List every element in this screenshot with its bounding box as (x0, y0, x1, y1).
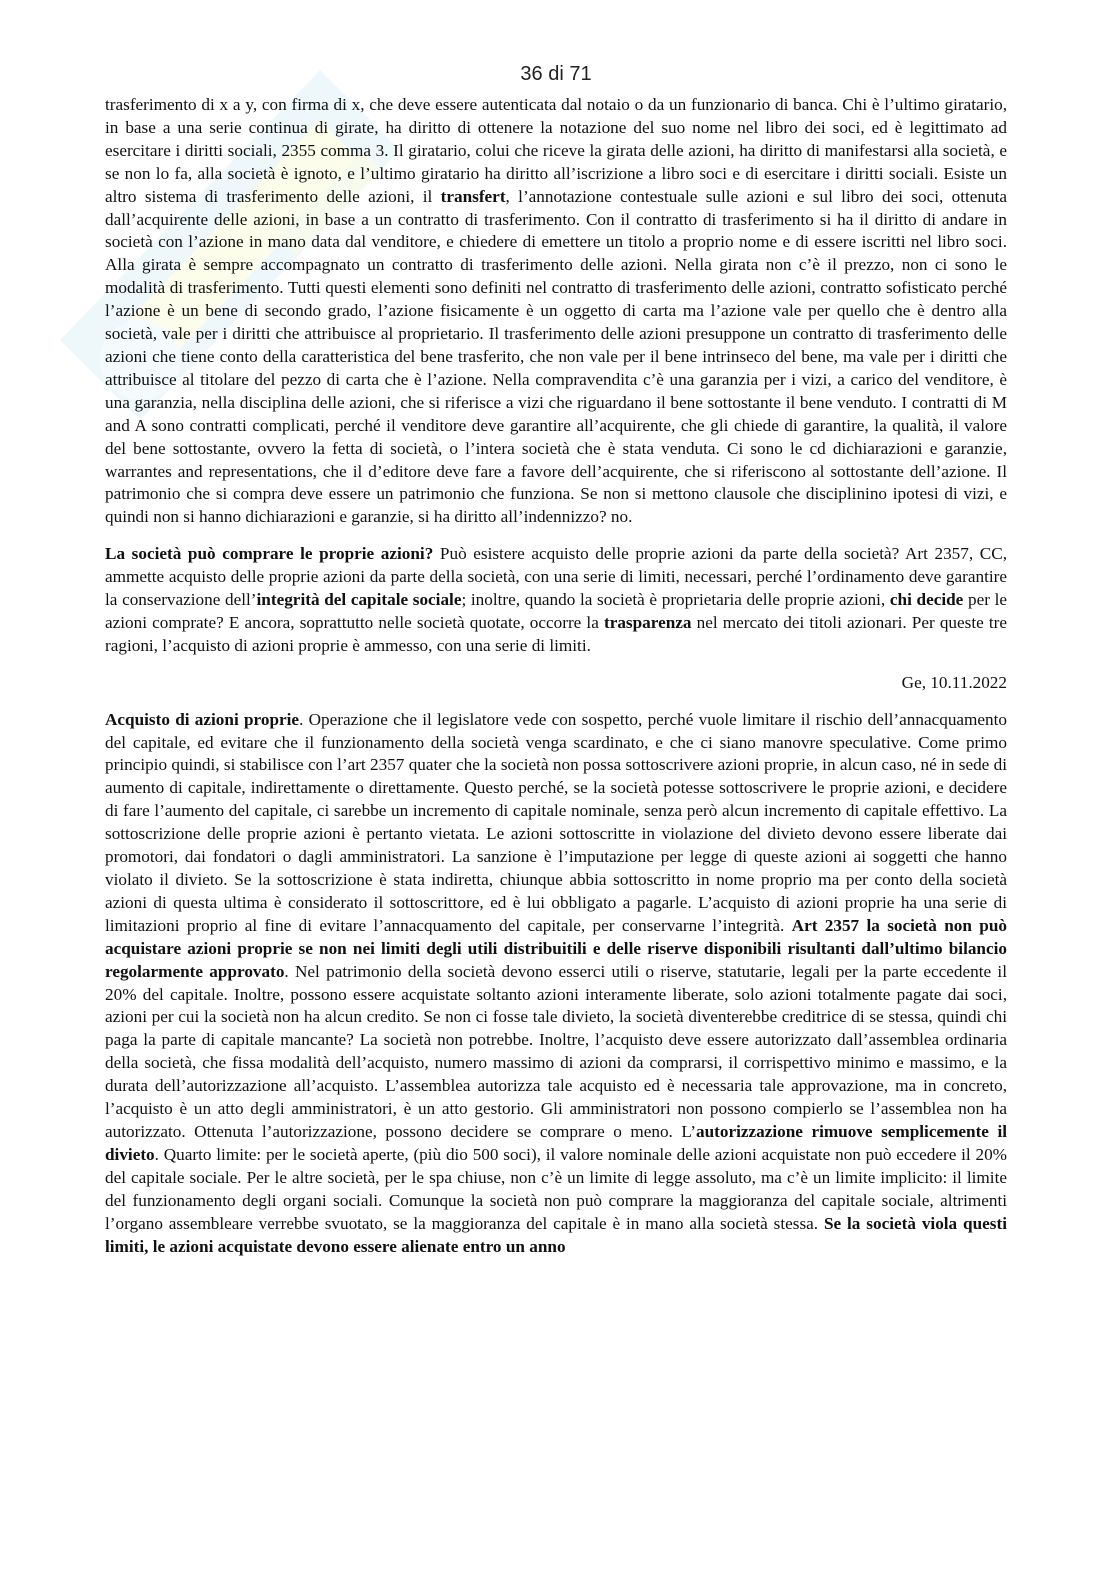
bold-violation-limits: Se la società viola questi limiti, le azioni acquistate devono essere alienate entro un anno (105, 1213, 1007, 1256)
paragraph-text: , l’annotazione contestuale sulle azioni e sul libro dei soci, ottenuta dall’acquirente delle azioni, in base a un contratto di trasferimento. Con il contratto di trasferimento si ha il diritto di andare in società con l’azione in mano data dal venditore, e chiedere di emettere un titolo a proprio nome e di essere iscritti nel libro soci. Alla girata è sempre accompagnato un contratto di trasferimento delle azioni. Nella girata non c’è il prezzo, non ci sono le modalità di trasferimento. Tutti questi elementi sono definiti nel contratto di trasferimento delle azioni, contratto sofisticato perché l’azione è un bene di secondo grado, l’azione fisicamente è un oggetto di carta ma l’azione vale per quello che è dentro alla società, vale per i diritti che attribuisce al proprietario. Il trasferimento delle azioni presuppone un contratto di trasferimento delle azioni che tiene conto della caratteristica del bene trasferito, che non vale per il bene intrinseco del bene, ma vale per i diritti che attribuisce al titolare del pezzo di carta che è l’azione. Nella compravendita c’è una garanzia per i vizi, a carico del venditore, è una garanzia, nella disciplina delle azioni, che si riferisce a vizi che riguardano il bene sottostante il bene venduto. I contratti di M and A sono contratti complicati, perché il venditore deve garantire all’acquirente, che gli chiede di garantire, la qualità, il valore del bene sottostante, ovvero la fetta di società, o l’intera società che è stata venduta. Ci sono le cd dichiarazioni e garanzie, warrantes and representations, che il d’editore deve fare a favore dell’acquirente, che si riferiscono al sottostante dell’azione. Il patrimonio che si compra deve essere un patrimonio che funziona. Se non si mettono clausole che disciplinino ipotesi di vizi, e quindi non si hanno dichiarazioni e garanzie, si ha diritto all’indennizzo? no. (105, 186, 1007, 527)
lecture-date: Ge, 10.11.2022 (901, 672, 1007, 692)
paragraph-own-shares-question (105, 543, 1007, 658)
paragraph-text: . Operazione che il legislatore vede con sospetto, perché vuole limitare il rischio dell’annacquamento del capitale, ed evitare che il funzionamento della società venga scardinato, e che ci siano manovre speculative. Come primo principio quindi, si stabilisce con l’art 2357 quater che la società non possa sottoscrivere azioni proprie, in alcun caso, né in sede di aumento di capitale, indirettamente o direttamente. Questo perché, se la società potesse sottoscrivere le proprie azioni, e decidere di fare l’aumento del capitale, ci sarebbe un incremento di capitale nominale, senza però alcun incremento di capitale effettivo. La sottoscrizione delle proprie azioni è pertanto vietata. Le azioni sottoscritte in violazione del divieto devono essere liberate dai promotori, dai fondatori o dagli amministratori. La sanzione è l’imputazione per legge di queste azioni ai soggetti che hanno violato il divieto. Se la sottoscrizione è stata indiretta, chiunque abbia sottoscritto in nome proprio ma per conto della società azioni di questa ultima è considerato il sottoscrittore, ed è lui obbligato a pagarle. L’acquisto di azioni proprie ha una serie di limitazioni proprio al fine di evitare l’annacquamento del capitale, per conservarne l’integrità. (105, 709, 1007, 935)
bold-term-who-decides: chi decide (889, 590, 964, 610)
page-number: 36 di 71 (520, 63, 592, 85)
paragraph-text: nel mercato dei titoli azionari. Per queste tre ragioni, l’acquisto di azioni proprie è ammesso, con una serie di limiti. (105, 612, 1008, 655)
document-page (105, 62, 1007, 1258)
bold-term-transparency: trasparenza (603, 612, 692, 632)
paragraph-text: trasferimento di x a y, con firma di x, che deve essere autenticata dal notaio o da un funzionario di banca. Chi è l’ultimo giratario, in base a una serie continua di girate, ha diritto di ottenere la notazione del suo nome nel libro dei soci, ed è legittimato ad esercitare i diritti sociali, 2355 comma 3. Il giratario, colui che riceve la girata delle azioni, ha diritto di manifestarsi alla società, e se non lo fa, alla società è ignoto, e l’ultimo giratario ha diritto all’iscrizione a libro soci e di esercitare i diritti sociali. Esiste un altro sistema di trasferimento delle azioni, il (105, 95, 1007, 206)
paragraph-text: . Nel patrimonio della società devono esserci utili o riserve, statutarie, legali per la parte eccedente il 20% del capitale. Inoltre, possono essere acquistate soltanto azioni interamente liberate, solo azioni totalmente pagate dai soci, azioni per cui la società non ha alcun credito. Se non ci fosse tale divieto, la società diventerebbe creditrice di se stessa, quindi chi paga la parte di capitale mancante? La società non potrebbe. Inoltre, l’acquisto deve essere autorizzato dall’assemblea ordinaria della società, che fissa modalità dell’acquisto, numero massimo di azioni da comprarsi, il corrispettivo minimo e massimo, e la durata dell’autorizzazione all’acquisto. L’assemblea autorizza tale acquisto ed è necessaria tale approvazione, ma in concreto, l’acquisto è un atto degli amministratori, è un atto gestorio. Gli amministratori non possono compierlo se l’assemblea non ha autorizzato. Ottenuta l’autorizzazione, possono decidere se comprare o meno. L’ (105, 961, 1007, 1141)
bold-question: La società può comprare le proprie azioni? (105, 544, 434, 564)
paragraph-purchase-own-shares (105, 709, 1007, 1259)
bold-heading-purchase: Acquisto di azioni proprie (105, 709, 300, 729)
paragraph-text: per le azioni comprate? E ancora, soprattutto nelle società quotate, occorre la (105, 590, 1007, 632)
paragraph-text: ; inoltre, quando la società è proprietaria delle proprie azioni, (461, 590, 890, 610)
bold-art-2357: Art 2357 la società non può acquistare azioni proprie se non nei limiti degli utili distribuitili e delle riserve disponibili risultanti dall’ultimo bilancio regolarmente approvato (105, 915, 1007, 981)
paragraph-transfer-of-shares (105, 94, 1007, 529)
bold-authorization: autorizzazione rimuove semplicemente il divieto (105, 1121, 1008, 1164)
bold-term-capital-integrity: integrità del capitale sociale (256, 590, 462, 610)
bold-term-transfert: transfert (440, 186, 506, 206)
paragraph-text: . Quarto limite: per le società aperte, (più dio 500 soci), il valore nominale delle azioni acquistate non può eccedere il 20% del capitale sociale. Per le altre società, per le spa chiuse, non c’è un limite di legge assoluto, ma c’è un limite implicito: il limite del funzionamento degli organi sociali. Comunque la società non può comprare la maggioranza del capitale sociale, altrimenti l’organo assembleare verrebbe svuotato, se la maggioranza del capitale è in mano alla società stessa. (105, 1144, 1007, 1233)
paragraph-text: Può esistere acquisto delle proprie azioni da parte della società? Art 2357, CC, ammette acquisto delle proprie azioni da parte della società, con una serie di limiti, necessari, perché l’ordinamento deve garantire la conservazione dell’ (105, 544, 1007, 610)
